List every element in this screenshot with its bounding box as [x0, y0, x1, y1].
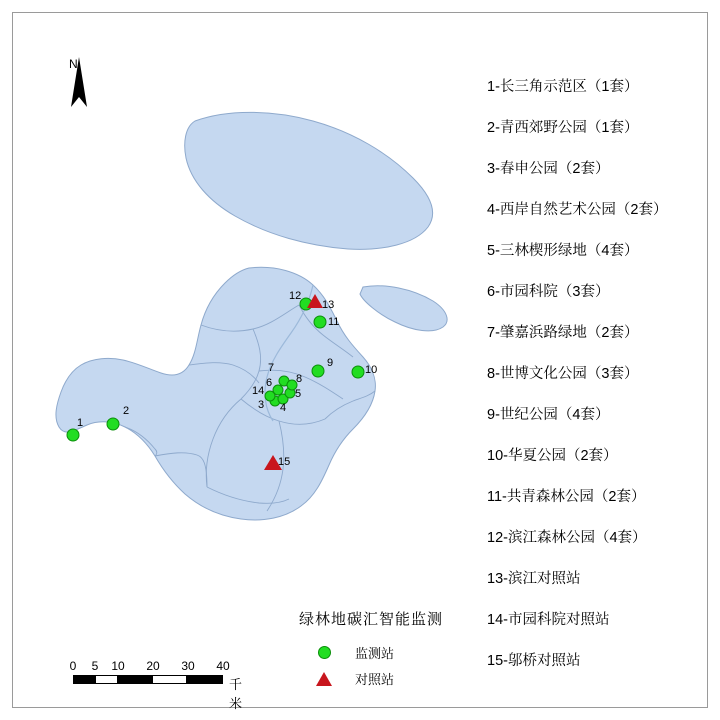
point-label-4: 4	[280, 402, 287, 414]
scale-tick-2: 10	[111, 659, 125, 673]
scale-block-4	[153, 676, 188, 683]
point-label-13: 13	[322, 299, 335, 311]
legend-label-reference-station: 对照站	[355, 672, 395, 687]
point-label-14: 14	[252, 385, 265, 397]
point-label-12: 12	[289, 290, 302, 302]
monitoring-stations[interactable]	[67, 298, 364, 441]
point-label-11: 11	[328, 316, 340, 328]
site-list-item-2: 2-青西郊野公园（1套）	[487, 120, 639, 136]
legend-label-monitoring-station: 监测站	[355, 646, 395, 661]
site-list-item-10: 10-华夏公园（2套）	[487, 448, 618, 464]
point-label-7: 7	[268, 362, 275, 374]
station-point-1[interactable]	[67, 429, 79, 441]
green-circle-icon	[311, 646, 337, 659]
station-point-10[interactable]	[352, 366, 364, 378]
scale-bar-ticks	[69, 659, 253, 675]
scale-tick-1: 5	[91, 659, 99, 673]
legend-item-monitoring-station	[311, 643, 394, 662]
point-label-2: 2	[123, 405, 130, 417]
scale-bar	[69, 659, 253, 711]
site-list-item-8: 8-世博文化公园（3套）	[487, 366, 639, 382]
site-list-item-5: 5-三林楔形绿地（4套）	[487, 243, 639, 259]
point-label-15: 15	[278, 456, 291, 468]
site-list-item-13: 13-滨江对照站	[487, 571, 581, 587]
point-label-1: 1	[77, 417, 84, 429]
site-list-item-11: 11-共青森林公园（2套）	[487, 489, 646, 505]
scale-block-3	[118, 676, 153, 683]
site-list-item-6: 6-市园科院（3套）	[487, 284, 610, 300]
station-point-11[interactable]	[314, 316, 326, 328]
station-symbols-layer[interactable]	[13, 13, 473, 707]
point-label-9: 9	[327, 357, 334, 369]
scale-unit-label: 千米	[229, 677, 243, 711]
site-list-item-1: 1-长三角示范区（1套）	[487, 79, 639, 95]
site-list-item-14: 14-市园科院对照站	[487, 612, 610, 628]
site-list-item-15: 15-邬桥对照站	[487, 653, 581, 669]
legend-item-reference-station	[311, 669, 394, 688]
scale-block-1	[74, 676, 96, 683]
site-list-item-12: 12-滨江森林公园（4套）	[487, 530, 647, 546]
point-label-8: 8	[296, 373, 303, 385]
site-list-item-9: 9-世纪公园（4套）	[487, 407, 610, 423]
site-list-item-3: 3-春申公园（2套）	[487, 161, 610, 177]
scale-tick-4: 30	[181, 659, 195, 673]
map-canvas[interactable]	[13, 13, 473, 711]
red-triangle-icon	[311, 672, 337, 686]
site-list	[487, 78, 702, 693]
scale-block-2	[96, 676, 119, 683]
scale-bar-blocks	[73, 675, 223, 684]
scale-tick-5: 40	[216, 659, 230, 673]
scale-tick-0: 0	[69, 659, 77, 673]
point-label-10: 10	[365, 364, 378, 376]
north-arrow-label: N	[69, 57, 78, 71]
site-list-item-7: 7-肇嘉浜路绿地（2套）	[487, 325, 639, 341]
scale-tick-3: 20	[146, 659, 160, 673]
point-label-5: 5	[295, 388, 302, 400]
scale-block-5	[187, 676, 222, 683]
point-label-3: 3	[258, 399, 265, 411]
point-label-6: 6	[266, 377, 273, 389]
station-point-14[interactable]	[265, 391, 275, 401]
map-title: 绿林地碳汇智能监测	[299, 611, 444, 628]
station-point-9[interactable]	[312, 365, 324, 377]
station-point-2[interactable]	[107, 418, 119, 430]
site-list-item-4: 4-西岸自然艺术公园（2套）	[487, 202, 668, 218]
